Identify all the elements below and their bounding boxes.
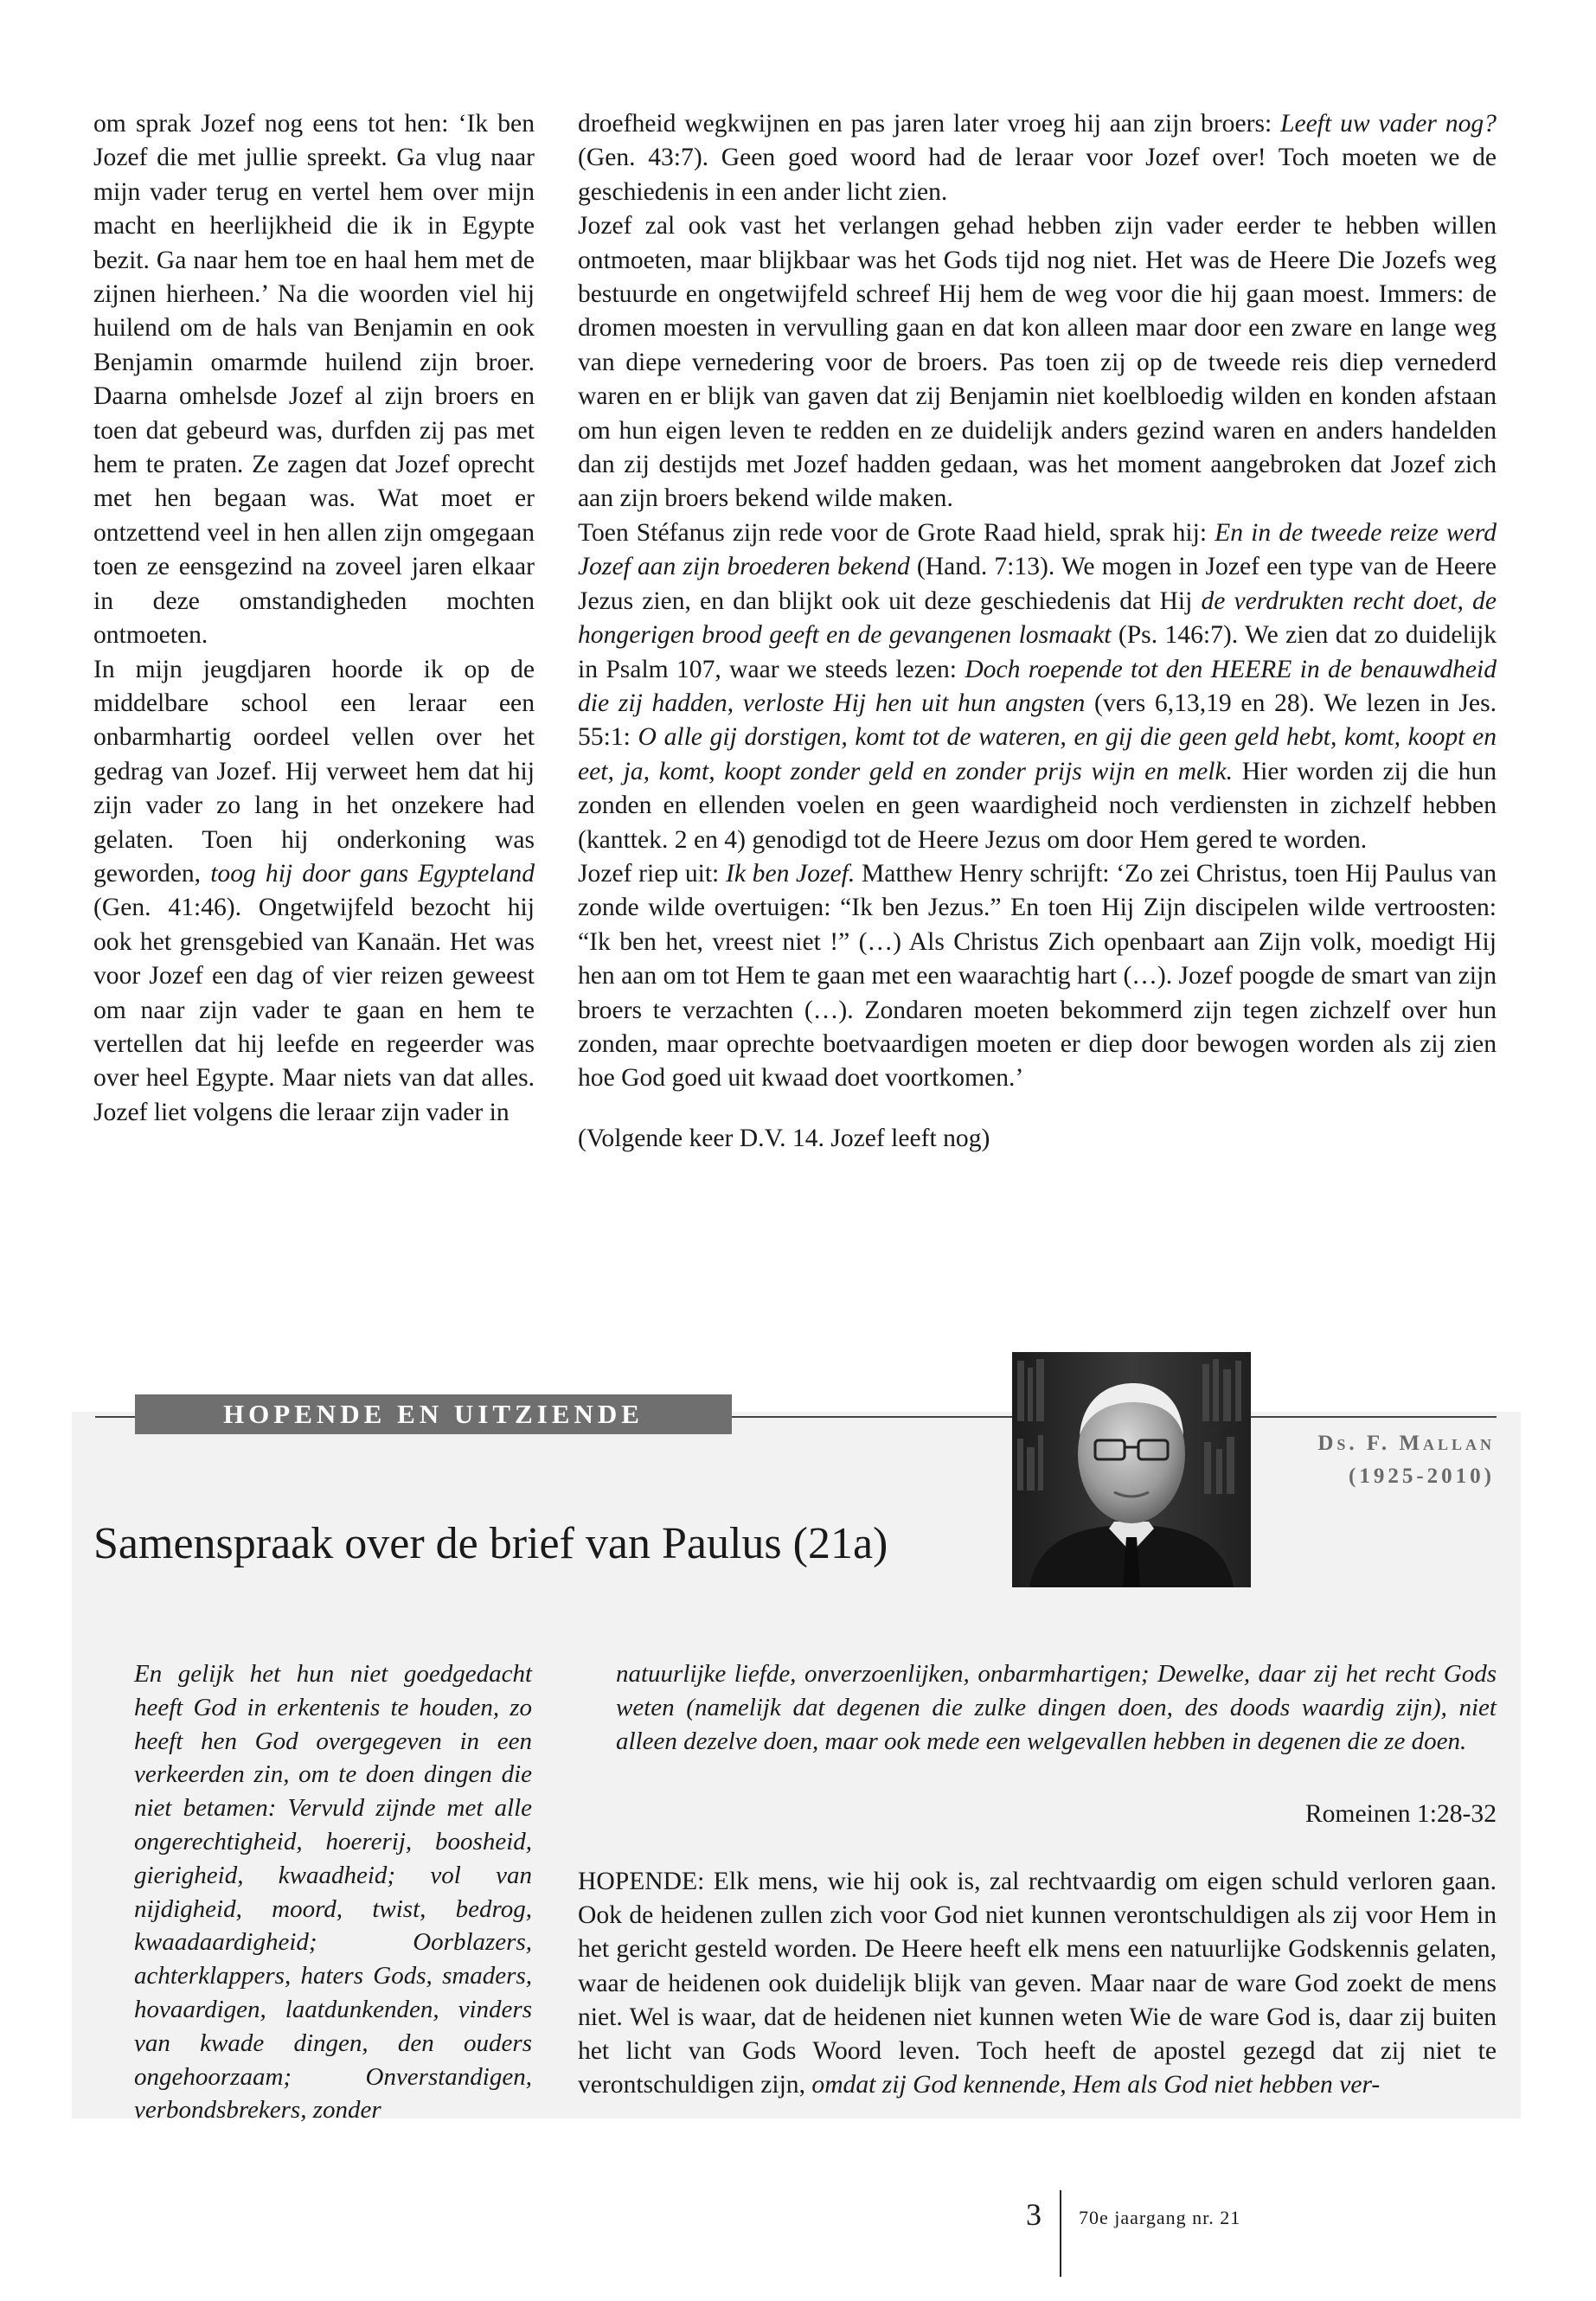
author-years: (1925-2010) <box>1349 1465 1495 1488</box>
left-column <box>93 107 535 1130</box>
text-run: (vers 6,13,19 en 28). We lezen in Jes. 55:1: <box>578 689 1497 752</box>
quote-reference: Romeinen 1:28-32 <box>1304 1800 1497 1828</box>
page-number: 3 <box>1026 2197 1042 2232</box>
text-run: (Gen. 43:7). Geen goed woord had de leraar voor Jozef over! Toch moeten we de geschiedenis in een ander licht zien. <box>578 144 1497 206</box>
footer-rule <box>1060 2190 1061 2277</box>
text-run: HOPENDE: Elk mens, wie hij ook is, zal rechtvaardig om eigen schuld verloren gaan. Ook de heidenen zullen zich voor God niet kunnen verontschuldigen als zij voor Hem in het gericht gesteld worden. De Heere heeft elk mens een natuurlijke Godskennis gelaten, waar de heidenen ook duidelijk blijk van geven. Maar naar de ware God zoekt de mens niet. Wel is waar, dat de heidenen niet kunnen weten Wie de ware God is, daar zij buiten het licht van Gods Woord leven. Toch heeft de apostel gezegd dat zij niet te verontschuldigen zijn, <box>578 1868 1497 2099</box>
italic-text-run: Ik ben Jozef. <box>725 859 856 888</box>
text-run: Matthew Henry schrijft: ‘Zo zei Christus, toen Hij Paulus van zonde wilde overtuigen: “Ik ben Jezus.” En toen Hij Zijn discipelen wilde vertroosten: “Ik ben het, vreest niet !” (…) Als Christus Zich openbaart aan Zijn volk, moedigt Hij hen aan om tot Hem te gaan met een waarachtig hart (…). Jozef poogde de smart van zijn broers te verzachten (…). Zondaren moeten bekommerd zijn tegen zichzelf over hun zonden, maar oprechte boetvaardigen moeten er diep door bewogen worden als zij zien hoe God goed uit kwaad doet voortkomen.’ <box>578 859 1497 1093</box>
text-run: Hier worden zij die hun zonden en ellenden voelen en geen waardigheid noch verdiensten in zichzelf hebben (kanttek. 2 en 4) genodigd tot de Heere Jezus om door Hem gered te worden. <box>578 757 1497 854</box>
paragraph <box>578 107 1497 209</box>
right-column <box>578 107 1497 1156</box>
bible-quote-right: natuurlijke liefde, onverzoenlijken, onbarmhartigen; Dewelke, daar zij het recht Gods weten (namelijk dat degenen die zulke dingen doen, des doods waardig zijn), niet alleen dezelve doen, maar ook mede een welgevallen hebben in degenen die ze doen. <box>616 1660 1497 1755</box>
text-run: In mijn jeugdjaren hoorde ik op de middelbare school een leraar een onbarmhartig oordeel vellen over het gedrag van Jozef. Hij verweet hem dat hij zijn vader zo lang in het onzekere had gelaten. Toen hij onderkoning was geworden, <box>93 655 535 888</box>
text-run: Toen Stéfanus zijn rede voor de Grote Raad hield, sprak hij: <box>578 518 1215 547</box>
text-run: droefheid wegkwijnen en pas jaren later vroeg hij aan zijn broers: <box>578 110 1281 138</box>
author-byline <box>1235 1427 1495 1493</box>
right-column-paragraphs <box>578 107 1497 1096</box>
paragraph <box>578 516 1497 857</box>
italic-text-run: omdat zij God kennende, Hem als God niet hebben ver- <box>811 2071 1381 2099</box>
italic-text-run: En in de tweede reize werd Jozef aan zijn broederen bekend <box>578 518 1497 581</box>
section-label: HOPENDE EN UITZIENDE <box>135 1394 732 1434</box>
text-run: (Hand. 7:13). We mogen in Jozef een type van de Heere Jezus zien, en dan blijkt ook uit deze geschiedenis dat Hij <box>578 553 1497 615</box>
paragraph <box>578 857 1497 1096</box>
paragraph <box>578 209 1497 516</box>
continuation-note: (Volgende keer D.V. 14. Jozef leeft nog) <box>578 1124 990 1152</box>
text-run: Jozef zal ook vast het verlangen gehad hebben zijn vader eerder te hebben willen ontmoeten, maar blijkbaar was het Gods tijd nog niet. Het was de Heere Die Jozefs weg bestuurde en ongetwijfeld schreef Hij hem de weg voor die hij gaan moest. Immers: de dromen moesten in vervulling gaan en dat kon alleen maar door een zware en lange weg van diepe vernedering voor de broers. Pas toen zij op de tweede reis diep vernederd waren en er blijk van gaven dat zij Benjamin niet koelbloedig wilden en konden afstaan om hun eigen leven te redden en ze duidelijk anders gezind waren en anders handelden dan zij destijds met Jozef hadden gedaan, was het moment aangebroken dat Jozef zich aan zijn broers bekend wilde maken. <box>578 212 1497 513</box>
article-title: Samenspraak over de brief van Paulus (21a) <box>93 1519 888 1568</box>
text-run: om sprak Jozef nog eens tot hen: ‘Ik ben Jozef die met jullie spreekt. Ga vlug naar mijn vader terug en vertel hem over mijn macht en heerlijkheid die ik in Egypte bezit. Ga naar hem toe en haal hem met de zijnen hierheen.’ Na die woorden viel hij huilend om de hals van Benjamin en ook Benjamin omarmde huilend zijn broer. Daarna omhelsde Jozef al zijn broers en toen dat gebeurd was, durfden zij pas met hem te praten. Ze zagen dat Jozef oprecht met hen begaan was. Wat moet er ontzettend veel in hen allen zijn omgegaan toen ze eensgezind na zoveel jaren elkaar in deze omstandigheden mochten ontmoeten. <box>93 110 535 650</box>
paragraph <box>93 653 535 1131</box>
bible-quote-left: En gelijk het hun niet goedgedacht heeft God in erkentenis te houden, zo heeft hen God overgegeven in een verkeerden zin, om te doen dingen die niet betamen: Vervuld zijnde met alle ongerechtigheid, hoererij, boosheid, gierigheid, kwaadheid; vol van nijdigheid, moord, twist, bedrog, kwaadaardigheid; Oorblazers, achterklappers, haters Gods, smaders, hovaardigen, laatdunkenden, vinders van kwade dingen, den ouders ongehoorzaam; Onverstandigen, verbondsbrekers, zonder <box>134 1660 532 2125</box>
author-name: Ds. F. Mallan <box>1317 1432 1495 1455</box>
text-run: (Ps. 146:7). We zien dat zo duidelijk in Psalm 107, waar we steeds lezen: <box>578 621 1497 683</box>
italic-text-run: Doch roepende tot den HEERE in de benauwdheid die zij hadden, verloste Hij hen uit hun angsten <box>578 655 1497 717</box>
author-portrait-photo <box>1012 1352 1251 1587</box>
italic-text-run: de verdrukten recht doet, de hongerigen brood geeft en de gevangenen losmaakt <box>578 586 1497 650</box>
article-body <box>578 1865 1497 2102</box>
text-run: (Gen. 41:46). Ongetwijfeld bezocht hij ook het grensgebied van Kanaän. Het was voor Jozef een dag of vier reizen geweest om naar zijn vader te gaan en hem te vertellen dat hij leefde en regeerder was over heel Egypte. Maar niets van dat alles. Jozef liet volgens die leraar zijn vader in <box>93 894 535 1126</box>
italic-text-run: toog hij door gans Egypteland <box>210 859 535 888</box>
text-run: Jozef riep uit: <box>578 859 726 888</box>
paragraph <box>93 107 535 653</box>
italic-text-run: Leeft uw vader nog? <box>1280 110 1497 138</box>
volume-info: 70e jaargang nr. 21 <box>1079 2207 1241 2228</box>
italic-text-run: O alle gij dorstigen, komt tot de wateren, en gij die geen geld hebt, komt, koopt en eet, ja, komt, koopt zonder geld en zonder prijs wijn en melk. <box>578 723 1497 785</box>
